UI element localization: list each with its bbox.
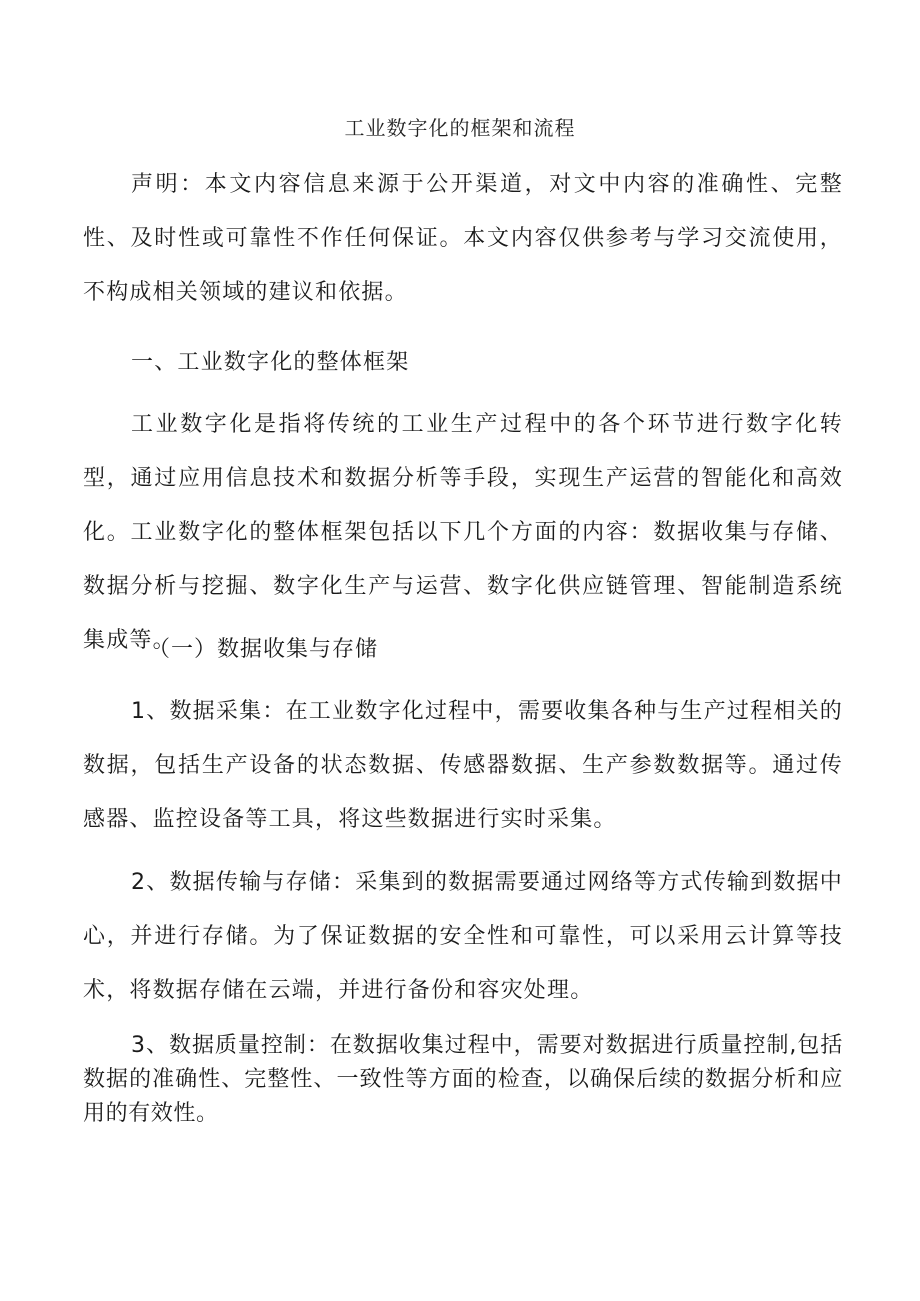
section-1-intro-paragraph: 工业数字化是指将传统的工业生产过程中的各个环节进行数字化转型，通过应用信息技术和数据分析等手段，实现生产运营的智能化和高效化。工业数字化的整体框架包括以下几个方面的内容：数据收集与存储、数据分析与挖掘、数字化生产与运营、数字化供应链管理、智能制造系统集成等。 bbox=[83, 412, 843, 653]
item-3-paragraph: 3、数据质量控制：在数据收集过程中，需要对数据进行质量控制,包括数据的准确性、完整性、一致性等方面的检查，以确保后续的数据分析和应用的有效性。 bbox=[83, 1033, 843, 1126]
item-1-paragraph: 1、数据采集：在工业数字化过程中，需要收集各种与生产过程相关的数据，包括生产设备的状态数据、传感器数据、生产参数数据等。通过传感器、监控设备等工具，将这些数据进行实时采集。 bbox=[83, 699, 843, 832]
disclaimer-paragraph: 声明：本文内容信息来源于公开渠道，对文中内容的准确性、完整性、及时性或可靠性不作任何保证。本文内容仅供参考与学习交流使用，不构成相关领域的建议和依据。 bbox=[83, 172, 843, 305]
item-2-paragraph: 2、数据传输与存储：采集到的数据需要通过网络等方式传输到数据中心，并进行存储。为了保证数据的安全性和可靠性，可以采用云计算等技术，将数据存储在云端，并进行备份和容灾处理。 bbox=[83, 870, 843, 1003]
subsection-1-heading: （一）数据收集与存储 bbox=[148, 637, 379, 662]
section-1-heading: 一、工业数字化的整体框架 bbox=[131, 350, 410, 375]
document-title: 工业数字化的框架和流程 bbox=[344, 116, 576, 140]
